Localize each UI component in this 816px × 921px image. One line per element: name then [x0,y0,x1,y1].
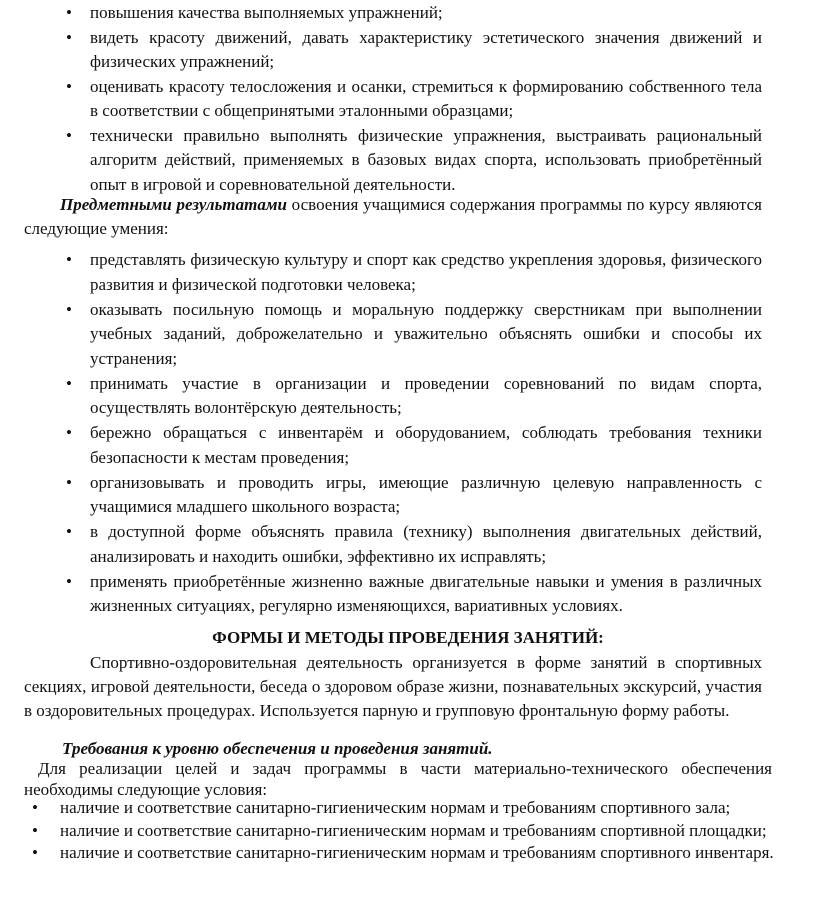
requirements-heading: Требования к уровню обеспечения и проведения занятий. [62,739,493,758]
list-item: • повышения качества выполняемых упражнений; [90,1,762,26]
subject-results-paragraph [24,193,762,241]
list-item: • применять приобретённые жизненно важные двигательные навыки и умения в различных жизненных ситуациях, регулярно изменяющихся, вариативных условиях. [90,570,762,619]
list-item: • оценивать красоту телосложения и осанки, стремиться к формированию собственного тела в соответствии с общепринятыми эталонными образцами; [90,75,762,124]
list-item: • принимать участие в организации и проведении соревнований по видам спорта, осуществлять волонтёрскую деятельность; [90,372,762,421]
list-item: • видеть красоту движений, давать характеристику эстетического значения движений и физических упражнений; [90,26,762,75]
results-list-1 [90,1,762,197]
subject-results-text: освоения учащимися содержания программы по курсу являются следующие умения: [24,195,762,238]
forms-methods-paragraph: Спортивно-оздоровительная деятельность организуется в форме занятий в спортивных секциях, игровой деятельности, беседа о здоровом образе жизни, познавательных экскурсий, участия в оздоровительных процедурах. Используется парную и групповую фронтальную форму работы. [24,653,762,720]
conditions-list [60,797,782,865]
subject-results-lead: Предметными результатами [60,195,287,214]
skills-list [90,248,762,619]
list-item: • технически правильно выполнять физические упражнения, выстраивать рациональный алгоритм действий, применяемых в базовых видах спорта, использовать приобретённый опыт в игровой и соревновательной деятельности. [90,124,762,198]
list-item: • бережно обращаться с инвентарём и оборудованием, соблюдать требования техники безопасности к местам проведения; [90,421,762,470]
list-item: • наличие и соответствие санитарно-гигиеническим нормам и требованиям спортивной площадки; [60,820,782,843]
list-item: • наличие и соответствие санитарно-гигиеническим нормам и требованиям спортивного инвентаря. [60,842,782,865]
requirements-paragraph: Для реализации целей и задач программы в части материально-технического обеспечения необходимы следующие условия: [24,759,772,799]
list-item: • наличие и соответствие санитарно-гигиеническим нормам и требованиям спортивного зала; [60,797,782,820]
forms-methods-heading: ФОРМЫ И МЕТОДЫ ПРОВЕДЕНИЯ ЗАНЯТИЙ: [212,628,604,647]
list-item: • оказывать посильную помощь и моральную поддержку сверстникам при выполнении учебных заданий, доброжелательно и уважительно объяснять ошибки и способы их устранения; [90,298,762,372]
list-item: • в доступной форме объяснять правила (технику) выполнения двигательных действий, анализировать и находить ошибки, эффективно их исправлять; [90,520,762,569]
list-item: • организовывать и проводить игры, имеющие различную целевую направленность с учащимися младшего школьного возраста; [90,471,762,520]
list-item: • представлять физическую культуру и спорт как средство укрепления здоровья, физического развития и физической подготовки человека; [90,248,762,297]
